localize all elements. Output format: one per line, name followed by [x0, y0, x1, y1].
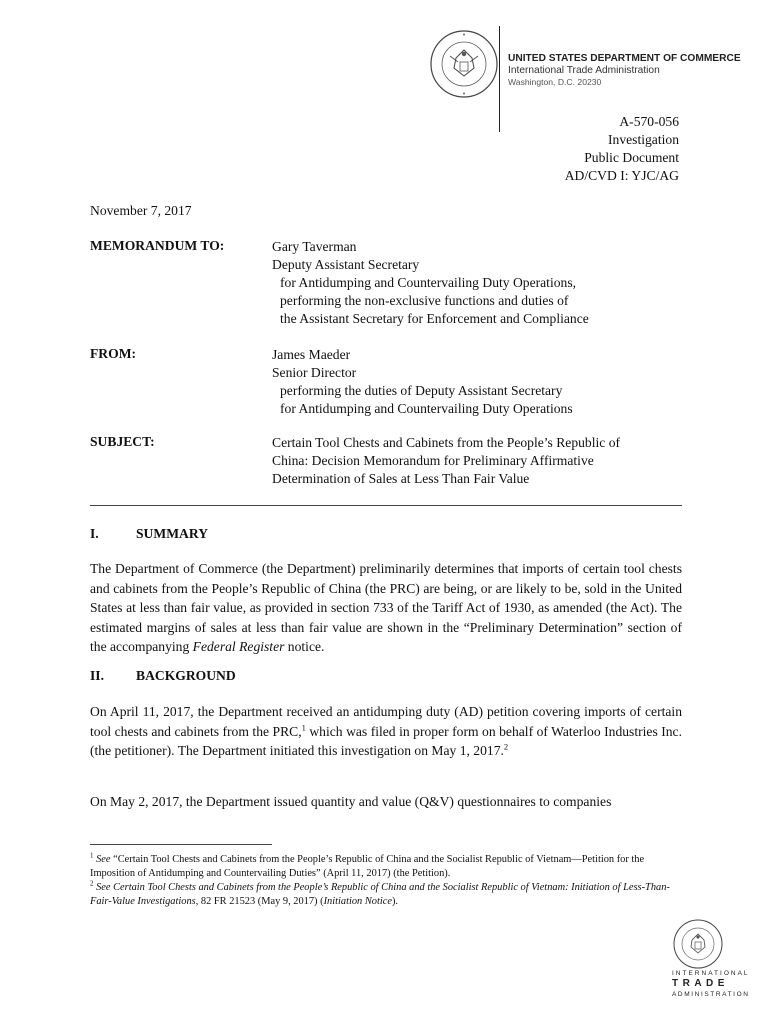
footnote-italic: See Certain Tool Chests and Cabinets from the People’s Republic of China and the Socialist Republic of Vietnam: Initiation of Less-Than-Fair-Value Investigations	[90, 882, 670, 907]
memo-to-block	[272, 238, 589, 328]
ita-seal-icon	[672, 918, 724, 970]
memo-to-line: for Antidumping and Countervailing Duty Operations,	[280, 275, 577, 290]
footer-logo-line-1: INTERNATIONAL	[672, 970, 750, 977]
section-1-title: SUMMARY	[136, 526, 209, 541]
paragraph-text: On May 2, 2017, the Department issued quantity and value (Q&V) questionnaires to companies	[90, 794, 612, 809]
footnote-rule	[90, 844, 272, 845]
case-type: Investigation	[608, 132, 679, 147]
footer-logo-line-2: TRADE	[672, 978, 729, 989]
memo-subject-label: SUBJECT:	[90, 434, 155, 449]
section-1-number: I.	[90, 526, 99, 541]
memo-to-line: Gary Taverman	[272, 239, 357, 254]
memo-from-block	[272, 346, 573, 418]
footnote-italic: See	[96, 854, 111, 865]
footnote-number: 1	[90, 851, 94, 860]
section-2-paragraph-1	[90, 702, 682, 761]
section-2-paragraph-2	[90, 792, 682, 812]
footnote-ref-1[interactable]: 1	[301, 721, 306, 732]
footer-logo-line-3: ADMINISTRATION	[672, 991, 750, 998]
letterhead-address: Washington, D.C. 20230	[508, 77, 602, 87]
footnote-text: , 82 FR 21523 (May 9, 2017) (	[195, 896, 324, 907]
memo-from-line: James Maeder	[272, 347, 351, 362]
memo-to-line: the Assistant Secretary for Enforcement and Compliance	[280, 311, 589, 326]
memo-subject-block	[272, 434, 620, 488]
letterhead-divider	[499, 26, 500, 132]
paragraph-italic: Federal Register	[192, 639, 285, 654]
commerce-seal-icon	[428, 28, 500, 100]
memo-to-line: performing the non-exclusive functions and duties of	[280, 293, 569, 308]
letterhead-department: UNITED STATES DEPARTMENT OF COMMERCE	[508, 53, 741, 64]
section-1-paragraph	[90, 559, 682, 657]
footnote-2	[90, 881, 690, 909]
section-2-title: BACKGROUND	[136, 668, 236, 683]
memo-from-line: Senior Director	[272, 365, 357, 380]
paragraph-text: notice.	[284, 639, 325, 654]
footnote-1	[90, 853, 690, 881]
memo-from-label: FROM:	[90, 346, 137, 361]
header-rule	[90, 505, 682, 506]
memo-from-line: performing the duties of Deputy Assistant Secretary	[280, 383, 563, 398]
memo-subject-line: Certain Tool Chests and Cabinets from the People’s Republic of	[272, 435, 621, 450]
footnote-italic: Initiation Notice	[323, 896, 392, 907]
office-code: AD/CVD I: YJC/AG	[564, 168, 679, 183]
memo-to-line: Deputy Assistant Secretary	[272, 257, 420, 272]
memo-from-line: for Antidumping and Countervailing Duty Operations	[280, 401, 573, 416]
memo-subject-line: Determination of Sales at Less Than Fair Value	[272, 471, 530, 486]
case-block	[565, 113, 679, 185]
footnote-text: “Certain Tool Chests and Cabinets from the People’s Republic of China and the Socialist Republic of Vietnam—Petition for the Imposition of Antidumping and Countervailing Duties” (April 11, 2017) (the Petition).	[90, 854, 645, 879]
footnote-text: ).	[391, 896, 399, 907]
memo-to-label: MEMORANDUM TO:	[90, 238, 225, 253]
footnote-ref-2[interactable]: 2	[503, 741, 509, 752]
memo-subject-line: China: Decision Memorandum for Preliminary Affirmative	[272, 453, 594, 468]
paragraph-text: The Department of Commerce (the Department) preliminarily determines that imports of certain tool chests and cabinets from the People’s Republic of China (the PRC) are being, or are likely to be, sold in the United States at less than fair value, as provided in section 733 of the Tariff Act of 1930, as amended (the Act). The estimated margins of sales at less than fair value are shown in the “Preliminary Determination” section of the accompanying	[90, 561, 682, 654]
doc-status: Public Document	[584, 150, 679, 165]
paragraph-text: which was filed in proper form on behalf of Waterloo Industries Inc. (the petitioner). The Department initiated this investigation on May 1, 2017.	[90, 723, 682, 758]
memo-date: November 7, 2017	[90, 203, 192, 218]
paragraph-text: On April 11, 2017, the Department received an antidumping duty (AD) petition covering imports of certain tool chests and cabinets from the PRC,	[90, 704, 682, 739]
case-number: A-570-056	[619, 114, 679, 129]
letterhead-agency: International Trade Administration	[508, 65, 660, 76]
section-2-number: II.	[90, 668, 104, 683]
footnote-number: 2	[90, 879, 94, 888]
